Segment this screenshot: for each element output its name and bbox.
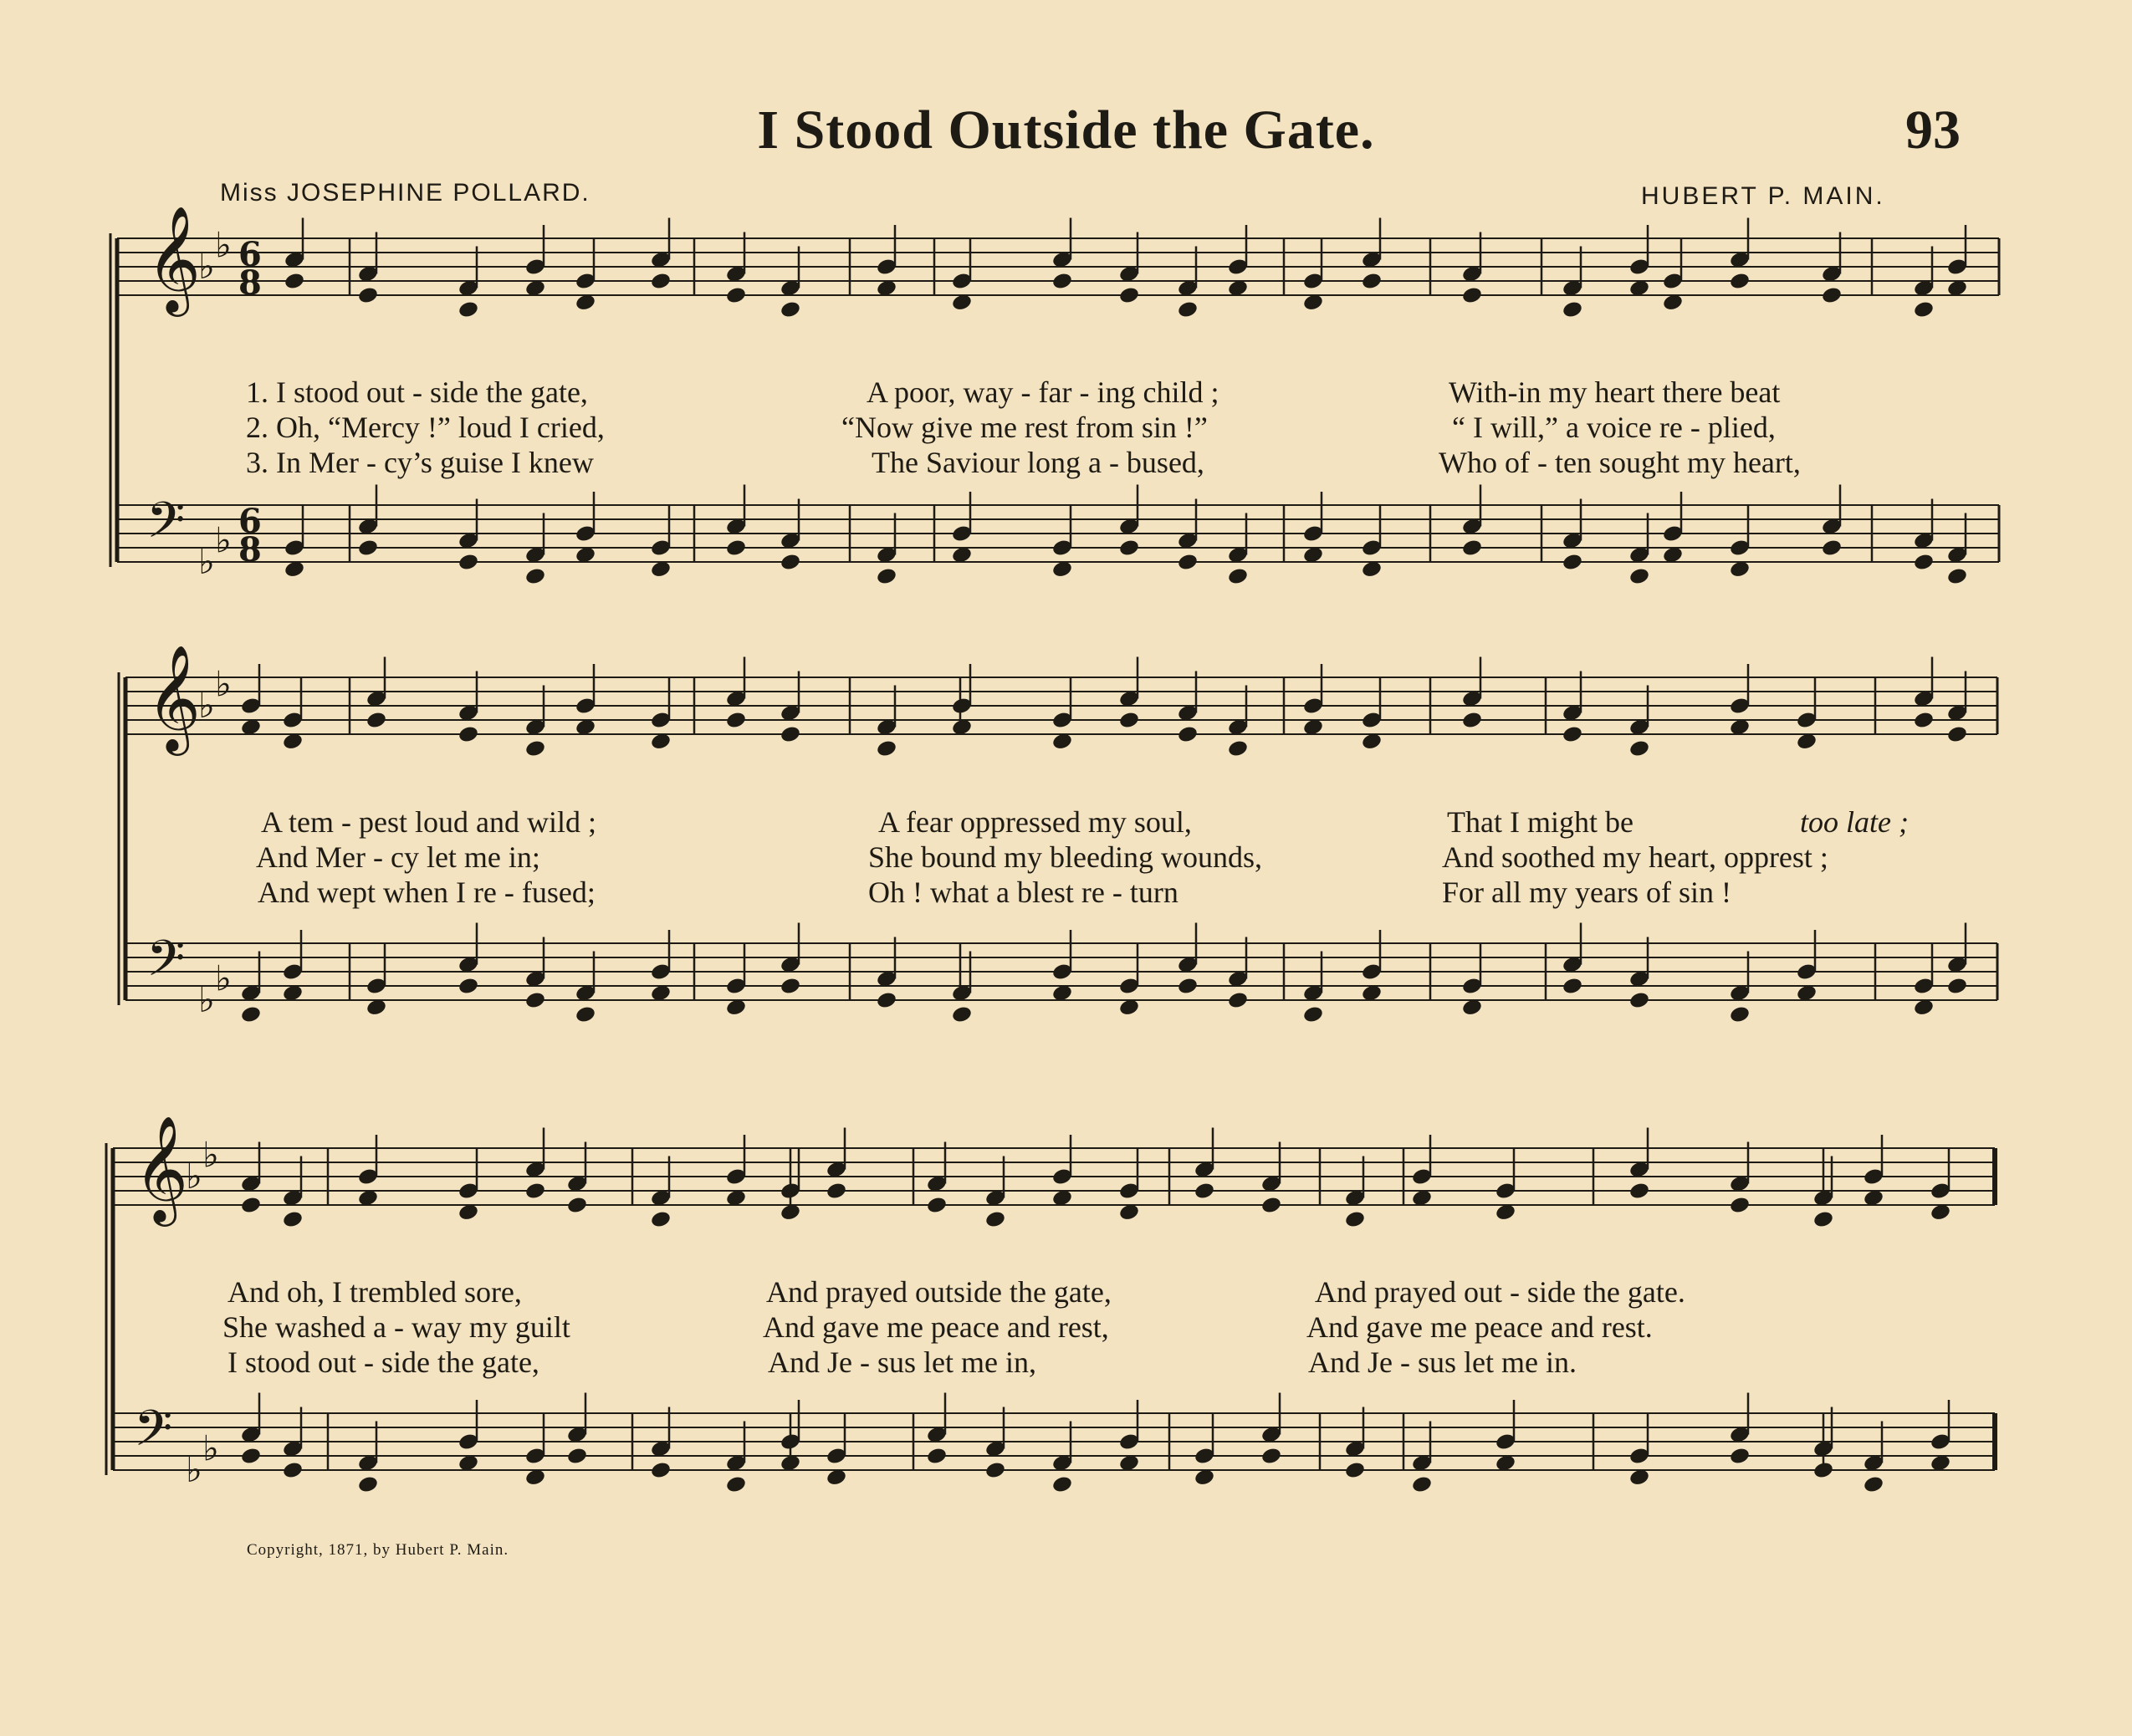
lyric-phrase: 2. Oh, “Mercy !” loud I cried, [246, 411, 605, 444]
note-head [1628, 991, 1650, 1010]
system2-verse2 [0, 840, 2132, 876]
note-head [524, 991, 546, 1010]
note-head [926, 1196, 948, 1215]
note-head [566, 1447, 588, 1466]
note-head [458, 553, 479, 572]
note-head [1729, 272, 1751, 291]
note-head [1051, 272, 1073, 291]
note-head [458, 300, 479, 319]
flat-icon: ♭ [202, 1427, 219, 1469]
flat-icon: ♭ [215, 663, 232, 705]
hymn-title: I Stood Outside the Gate. [757, 100, 1375, 161]
lyric-phrase: She washed a - way my guilt [222, 1310, 570, 1344]
note-head [1562, 977, 1583, 996]
note-head [524, 1182, 546, 1201]
lyric-phrase: And oh, I trembled sore, [228, 1275, 522, 1309]
treble-clef-icon: 𝄞 [146, 644, 202, 751]
lyric-phrase: For all my years of sin ! [1442, 876, 1731, 909]
note-head [1194, 1182, 1215, 1201]
note-head [984, 1210, 1006, 1229]
flat-icon: ♭ [198, 979, 215, 1020]
note-head [1302, 1005, 1324, 1024]
lyric-phrase: A tem - pest loud and wild ; [261, 805, 596, 839]
lyric-phrase: And Je - sus let me in. [1308, 1345, 1577, 1379]
note-head [1227, 739, 1249, 758]
lyric-phrase: And prayed out - side the gate. [1315, 1275, 1685, 1309]
system3-verse2 [0, 1310, 2132, 1346]
note-head [725, 1475, 747, 1494]
flat-icon: ♭ [186, 1156, 202, 1197]
note-head [566, 1196, 588, 1215]
composer-credit: HUBERT P. MAIN. [1641, 182, 1885, 210]
time-signature-denominator: 8 [238, 530, 262, 569]
flat-icon: ♭ [215, 957, 232, 999]
note-head [366, 711, 387, 730]
note-head [876, 567, 897, 586]
lyric-phrase: The Saviour long a - bused, [872, 446, 1204, 479]
lyric-phrase: I stood out - side the gate, [228, 1345, 539, 1379]
page-number: 93 [1905, 100, 1961, 161]
system3-verse1 [0, 1274, 2132, 1311]
lyric-phrase: And gave me peace and rest. [1306, 1310, 1653, 1344]
note-head [1946, 567, 1968, 586]
note-head [1461, 286, 1483, 305]
lyric-phrase: too late ; [1800, 805, 1909, 839]
note-head [1913, 300, 1935, 319]
system2-verse1 [0, 804, 2132, 841]
note-head [1051, 1475, 1073, 1494]
note-head [1821, 286, 1843, 305]
note-head [876, 739, 897, 758]
note-head [1260, 1196, 1282, 1215]
lyric-phrase: “Now give me rest from sin !” [841, 411, 1208, 444]
note-head [780, 977, 801, 996]
note-head [1628, 739, 1650, 758]
lyric-phrase: A poor, way - far - ing child ; [867, 375, 1219, 409]
time-signature-numerator: 6 [238, 502, 262, 541]
note-head [1227, 567, 1249, 586]
note-head [780, 300, 801, 319]
note-head [876, 991, 897, 1010]
bass-clef-icon: 𝄢 [134, 1399, 173, 1469]
lyric-phrase: 1. I stood out - side the gate, [246, 375, 588, 409]
time-signature-denominator: 8 [238, 263, 262, 303]
note-head [1411, 1475, 1433, 1494]
note-head [650, 1210, 672, 1229]
note-head [1118, 286, 1140, 305]
lyric-phrase: She bound my bleeding wounds, [868, 840, 1262, 874]
note-head [1344, 1210, 1366, 1229]
note-head [1913, 553, 1935, 572]
lyric-phrase: And Je - sus let me in, [768, 1345, 1036, 1379]
note-head [1562, 553, 1583, 572]
note-head [1118, 711, 1140, 730]
flat-icon: ♭ [198, 246, 215, 287]
note-head [1821, 539, 1843, 558]
system1-verse3 [0, 445, 2132, 482]
treble-clef-icon: 𝄞 [134, 1115, 189, 1222]
note-head [951, 1005, 973, 1024]
note-head [240, 1005, 262, 1024]
note-head [1177, 725, 1199, 744]
note-head [1913, 711, 1935, 730]
bass-clef-icon: 𝄢 [146, 491, 186, 561]
system1-verse2 [0, 410, 2132, 447]
bass-clef-icon: 𝄢 [146, 929, 186, 999]
flat-icon: ♭ [198, 685, 215, 726]
note-head [1946, 977, 1968, 996]
lyric-phrase: And soothed my heart, opprest ; [1442, 840, 1828, 874]
lyric-phrase: And wept when I re - fused; [258, 876, 596, 909]
lyric-phrase: And Mer - cy let me in; [256, 840, 540, 874]
note-head [458, 725, 479, 744]
note-head [1729, 1447, 1751, 1466]
time-signature-numerator: 6 [238, 235, 262, 274]
note-head [1562, 725, 1583, 744]
lyric-phrase: Oh ! what a blest re - turn [868, 876, 1178, 909]
note-head [1260, 1447, 1282, 1466]
note-head [1562, 300, 1583, 319]
note-head [1461, 539, 1483, 558]
note-head [1177, 300, 1199, 319]
note-head [458, 977, 479, 996]
note-head [984, 1461, 1006, 1480]
lyric-phrase: A fear oppressed my soul, [878, 805, 1192, 839]
lyric-phrase: With-in my heart there beat [1449, 375, 1781, 409]
note-head [357, 1475, 379, 1494]
flat-icon: ♭ [215, 224, 232, 266]
note-head [725, 711, 747, 730]
note-head [524, 739, 546, 758]
note-head [650, 1461, 672, 1480]
note-head [725, 286, 747, 305]
note-head [1461, 711, 1483, 730]
note-head [1118, 539, 1140, 558]
note-head [725, 539, 747, 558]
note-head [284, 272, 305, 291]
note-head [1361, 272, 1383, 291]
note-head [575, 1005, 596, 1024]
treble-clef-icon: 𝄞 [146, 205, 202, 312]
note-head [1628, 1182, 1650, 1201]
note-head [524, 567, 546, 586]
note-head [1729, 1005, 1751, 1024]
note-head [780, 725, 801, 744]
note-head [926, 1447, 948, 1466]
note-head [282, 1210, 304, 1229]
flat-icon: ♭ [202, 1134, 219, 1176]
lyric-phrase: And prayed outside the gate, [766, 1275, 1112, 1309]
note-head [650, 272, 672, 291]
flat-icon: ♭ [198, 541, 215, 582]
note-head [826, 1182, 847, 1201]
note-head [1344, 1461, 1366, 1480]
flat-icon: ♭ [215, 519, 232, 561]
system1-verse1 [0, 375, 2132, 411]
system3-verse3 [0, 1345, 2132, 1381]
lyric-phrase: 3. In Mer - cy’s guise I knew [246, 446, 594, 479]
note-head [282, 1461, 304, 1480]
system2-verse3 [0, 875, 2132, 911]
note-head [1729, 1196, 1751, 1215]
lyricist-credit: Miss JOSEPHINE POLLARD. [220, 179, 591, 207]
note-head [357, 539, 379, 558]
copyright-notice: Copyright, 1871, by Hubert P. Main. [247, 1541, 509, 1559]
note-head [780, 553, 801, 572]
note-head [357, 286, 379, 305]
note-head [1946, 725, 1968, 744]
note-head [1177, 977, 1199, 996]
note-head [1177, 553, 1199, 572]
note-head [1812, 1461, 1834, 1480]
note-head [240, 1196, 262, 1215]
lyric-phrase: “ I will,” a voice re - plied, [1452, 411, 1776, 444]
lyric-phrase: Who of - ten sought my heart, [1439, 446, 1801, 479]
note-head [1812, 1210, 1834, 1229]
lyric-phrase: That I might be [1447, 805, 1634, 839]
flat-icon: ♭ [186, 1449, 202, 1490]
note-head [1628, 567, 1650, 586]
lyric-phrase: And gave me peace and rest, [763, 1310, 1109, 1344]
note-head [1863, 1475, 1884, 1494]
note-head [240, 1447, 262, 1466]
note-head [1227, 991, 1249, 1010]
